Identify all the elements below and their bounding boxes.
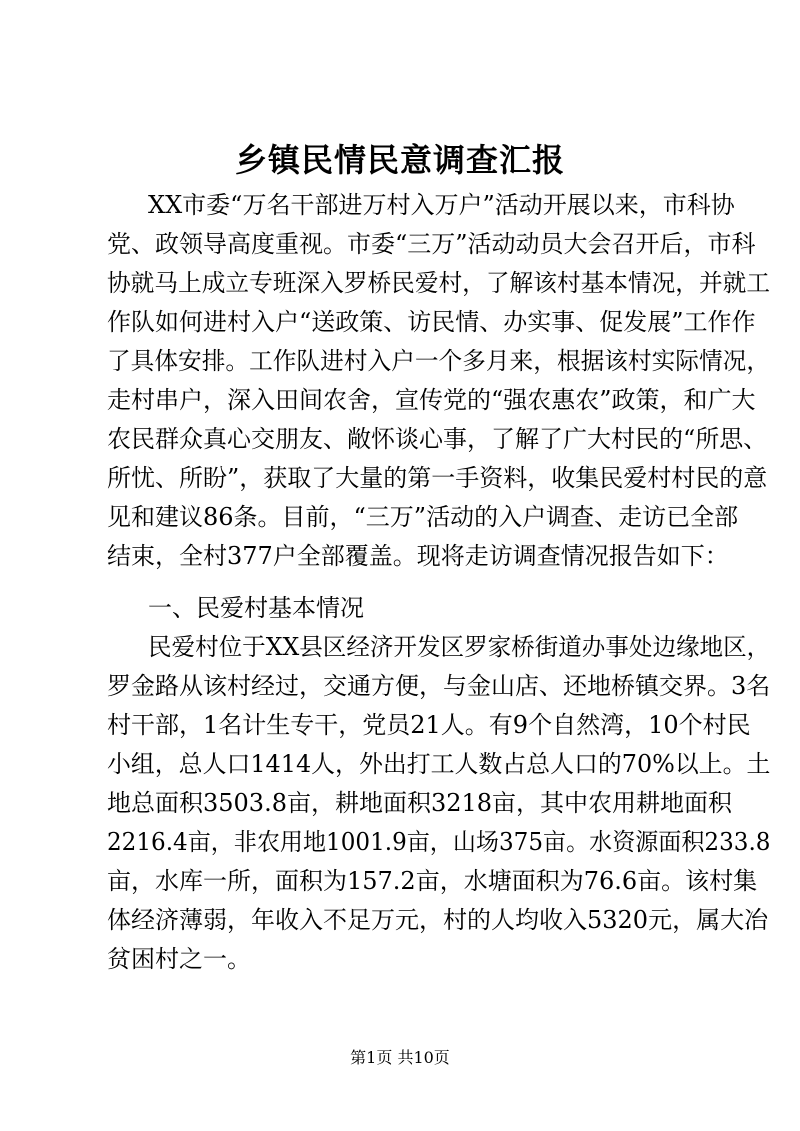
paragraph-line: 见和建议86条。目前，“三万”活动的入户调查、走访已全部 xyxy=(107,503,739,531)
paragraph-line: 地总面积3503.8亩，耕地面积3218亩，其中农用耕地面积 xyxy=(107,789,733,817)
paragraph-line: 作队如何进村入户“送政策、访民情、办实事、促发展”工作作 xyxy=(107,308,756,336)
paragraph-line: XX市委“万名干部进万村入万户”活动开展以来，市科协 xyxy=(148,191,735,219)
paragraph-line: 民爱村位于XX县区经济开发区罗家桥街道办事处边缘地区， xyxy=(148,633,771,661)
paragraph-line: 罗金路从该村经过，交通方便，与金山店、还地桥镇交界。3名 xyxy=(107,672,771,700)
paragraph-line: 2216.4亩，非农用地1001.9亩，山场375亩。水资源面积233.8 xyxy=(107,828,771,856)
section-heading: 一、民爱村基本情况 xyxy=(148,594,364,622)
paragraph-line: 贫困村之一。 xyxy=(107,945,251,973)
paragraph-line: 协就马上成立专班深入罗桥民爱村，了解该村基本情况，并就工 xyxy=(107,269,770,297)
paragraph-line: 村干部，1名计生专干，党员21人。有9个自然湾，10个村民 xyxy=(107,711,751,739)
paragraph-line: 党、政领导高度重视。市委“三万”活动动员大会召开后，市科 xyxy=(107,230,756,258)
paragraph-line: 走村串户，深入田间农舍，宣传党的“强农惠农”政策，和广大 xyxy=(107,386,756,414)
paragraph-line: 小组，总人口1414人，外出打工人数占总人口的70%以上。土 xyxy=(107,750,771,778)
paragraph-line: 所忧、所盼”，获取了大量的第一手资料，收集民爱村村民的意 xyxy=(107,464,768,492)
paragraph-line: 体经济薄弱，年收入不足万元，村的人均收入5320元，属大冶 xyxy=(107,906,769,934)
document-title: 乡镇民情民意调查汇报 xyxy=(234,141,565,179)
paragraph-line: 结束，全村377户全部覆盖。现将走访调查情况报告如下： xyxy=(107,542,729,570)
paragraph-line: 亩，水库一所，面积为157.2亩，水塘面积为76.6亩。该村集 xyxy=(107,867,758,895)
paragraph-line: 了具体安排。工作队进村入户一个多月来，根据该村实际情况， xyxy=(107,347,770,375)
paragraph-line: 农民群众真心交朋友、敞怀谈心事，了解了广大村民的“所思、 xyxy=(107,425,768,453)
page-number: 第1页 共10页 xyxy=(350,1048,450,1067)
